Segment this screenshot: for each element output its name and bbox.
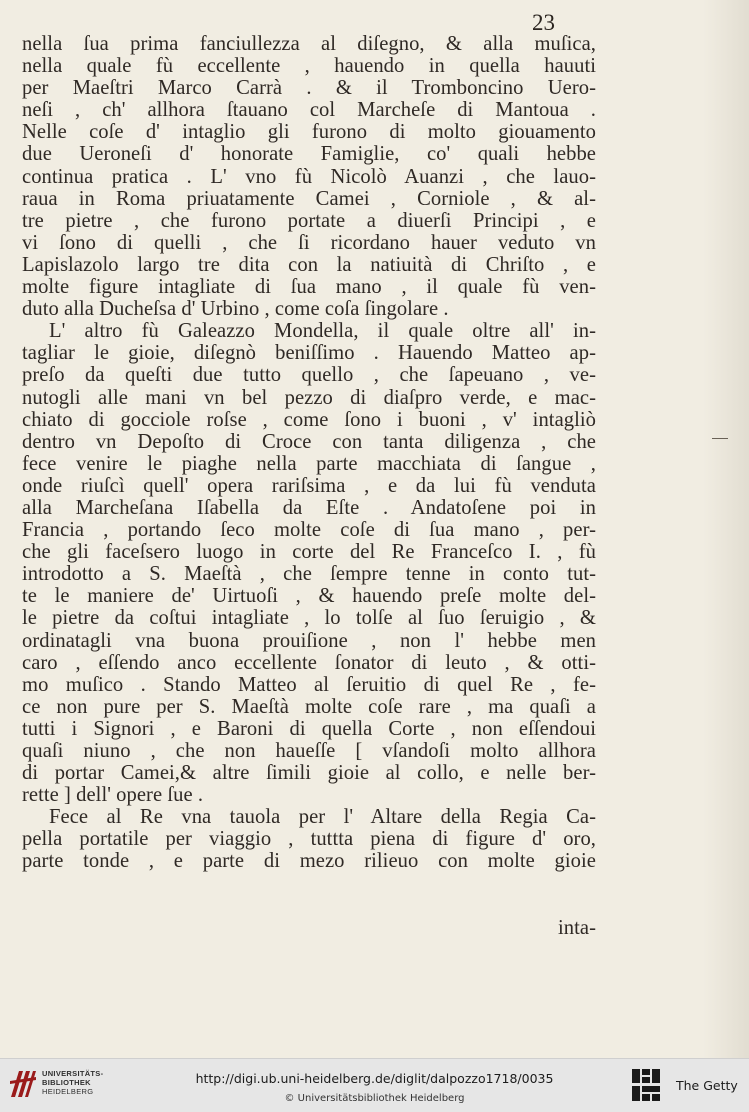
text-line: alla Marcheſana Iſabella da Eſte . Andatoſene poi in (22, 496, 596, 519)
partner-name: The Getty (676, 1078, 738, 1093)
text-line: vi ſono di quelli , che ſi ricordano hauer veduto vn (22, 231, 596, 254)
text-line: mo muſico . Stando Matteo al ſeruitio di quel Re , fe- (22, 673, 596, 696)
text-line: per Maeſtri Marco Carrà . & il Tromboncino Uero- (22, 77, 596, 100)
text-line: quaſi niuno , che non haueſſe [ vſandoſi molto allhora (22, 740, 596, 762)
text-line: che gli faceſsero luogo in corte del Re Franceſco I. , fù (22, 541, 596, 564)
library-name-line: UNIVERSITÄTS- (42, 1069, 104, 1078)
text-line: raua in Roma priuatamente Camei , Corniole , & al- (22, 187, 596, 210)
text-line: parte tonde , e parte di mezo rilieuo con molte gioie (22, 850, 596, 873)
copyright-text: © Universitätsbibliothek Heidelberg (284, 1093, 465, 1104)
text-line: fece venire le piaghe nella parte macchiata di ſangue , (22, 452, 596, 475)
text-line: continua pratica . L' vno fù Nicolò Auanzi , che lauo- (22, 165, 596, 188)
text-line: Fece al Re vna tauola per l' Altare della Regia Ca- (49, 806, 596, 829)
page-number: 23 (532, 10, 555, 35)
text-block (22, 33, 596, 873)
text-line: onde riuſcì quell' opera rariſsima , e da lui fù venduta (22, 474, 596, 497)
text-line: ce non pure per S. Maeſtà molte coſe rare , ma quaſi a (22, 695, 596, 718)
library-name-line: HEIDELBERG (42, 1087, 94, 1096)
text-line: tre pietre , che furono portate a diuerſi Principi , e (22, 209, 596, 232)
text-line: preſo da queſti due tutto quello , che ſapeuano , ve- (22, 364, 596, 387)
text-line: nella ſua prima fanciullezza al diſegno, & alla muſica, (22, 33, 596, 55)
text-line: le pietre da coſtui intagliate , lo tolſe al ſuo ſeruigio , & (22, 607, 596, 630)
text-line: Nelle coſe d' intaglio gli furono di molto giouamento (22, 121, 596, 144)
text-line: te le maniere de' Uirtuoſi , & hauendo preſe molte del- (22, 585, 596, 608)
text-line: Lapislazolo largo tre dita con la natiuità di Chriſto , e (22, 253, 596, 276)
margin-mark (712, 438, 728, 439)
text-line: pella portatile per viaggio , tuttta piena di figure d' oro, (22, 828, 596, 851)
text-line: caro , eſſendo anco eccellente ſonator di leuto , & otti- (22, 651, 596, 674)
text-line: tutti i Signori , e Baroni di quella Corte , non eſſendoui (22, 717, 596, 740)
text-line: molte figure intagliate di ſua mano , il quale fù ven- (22, 276, 596, 299)
getty-logo-icon (632, 1069, 662, 1101)
text-line: tagliar le gioie, diſegnò beniſſimo . Hauendo Matteo ap- (22, 342, 596, 365)
text-line: due Ueroneſi d' honorate Famiglie, co' quali hebbe (22, 143, 596, 166)
library-name-line: BIBLIOTHEK (42, 1078, 91, 1087)
text-line: neſi , ch' allhora ſtauano col Marcheſe di Mantoua . (22, 99, 596, 122)
text-line: nella quale fù eccellente , hauendo in quella hauuti (22, 55, 596, 78)
text-line: dentro vn Depoſto di Croce con tanta diligenza , che (22, 430, 596, 453)
text-line: introdotto a S. Maeſtà , che ſempre tenne in conto tut- (22, 563, 596, 586)
text-line: rette ] dell' opere ſue . (22, 784, 204, 807)
text-line: di portar Camei,& altre ſimili gioie al collo, e nelle ber- (22, 762, 596, 785)
text-line: Francia , portando ſeco molte coſe di ſua mano , per- (22, 519, 596, 542)
catchword: inta- (558, 917, 596, 939)
source-url-link[interactable]: http://digi.ub.uni-heidelberg.de/diglit/dalpozzo1718/0035 (195, 1071, 554, 1086)
footer-bar (0, 1058, 749, 1112)
text-line: nutogli alle mani vn bel pezzo di diaſpro verde, e mac- (22, 386, 596, 409)
text-line: L' altro fù Galeazzo Mondella, il quale oltre all' in- (49, 320, 596, 343)
text-line: chiato di gocciole roſse , come ſono i buoni , v' intagliò (22, 408, 596, 431)
text-line: duto alla Ducheſsa d' Urbino , come coſa ſingolare . (22, 298, 449, 321)
text-line: ordinatagli vna buona prouiſione , non l' hebbe men (22, 629, 596, 652)
